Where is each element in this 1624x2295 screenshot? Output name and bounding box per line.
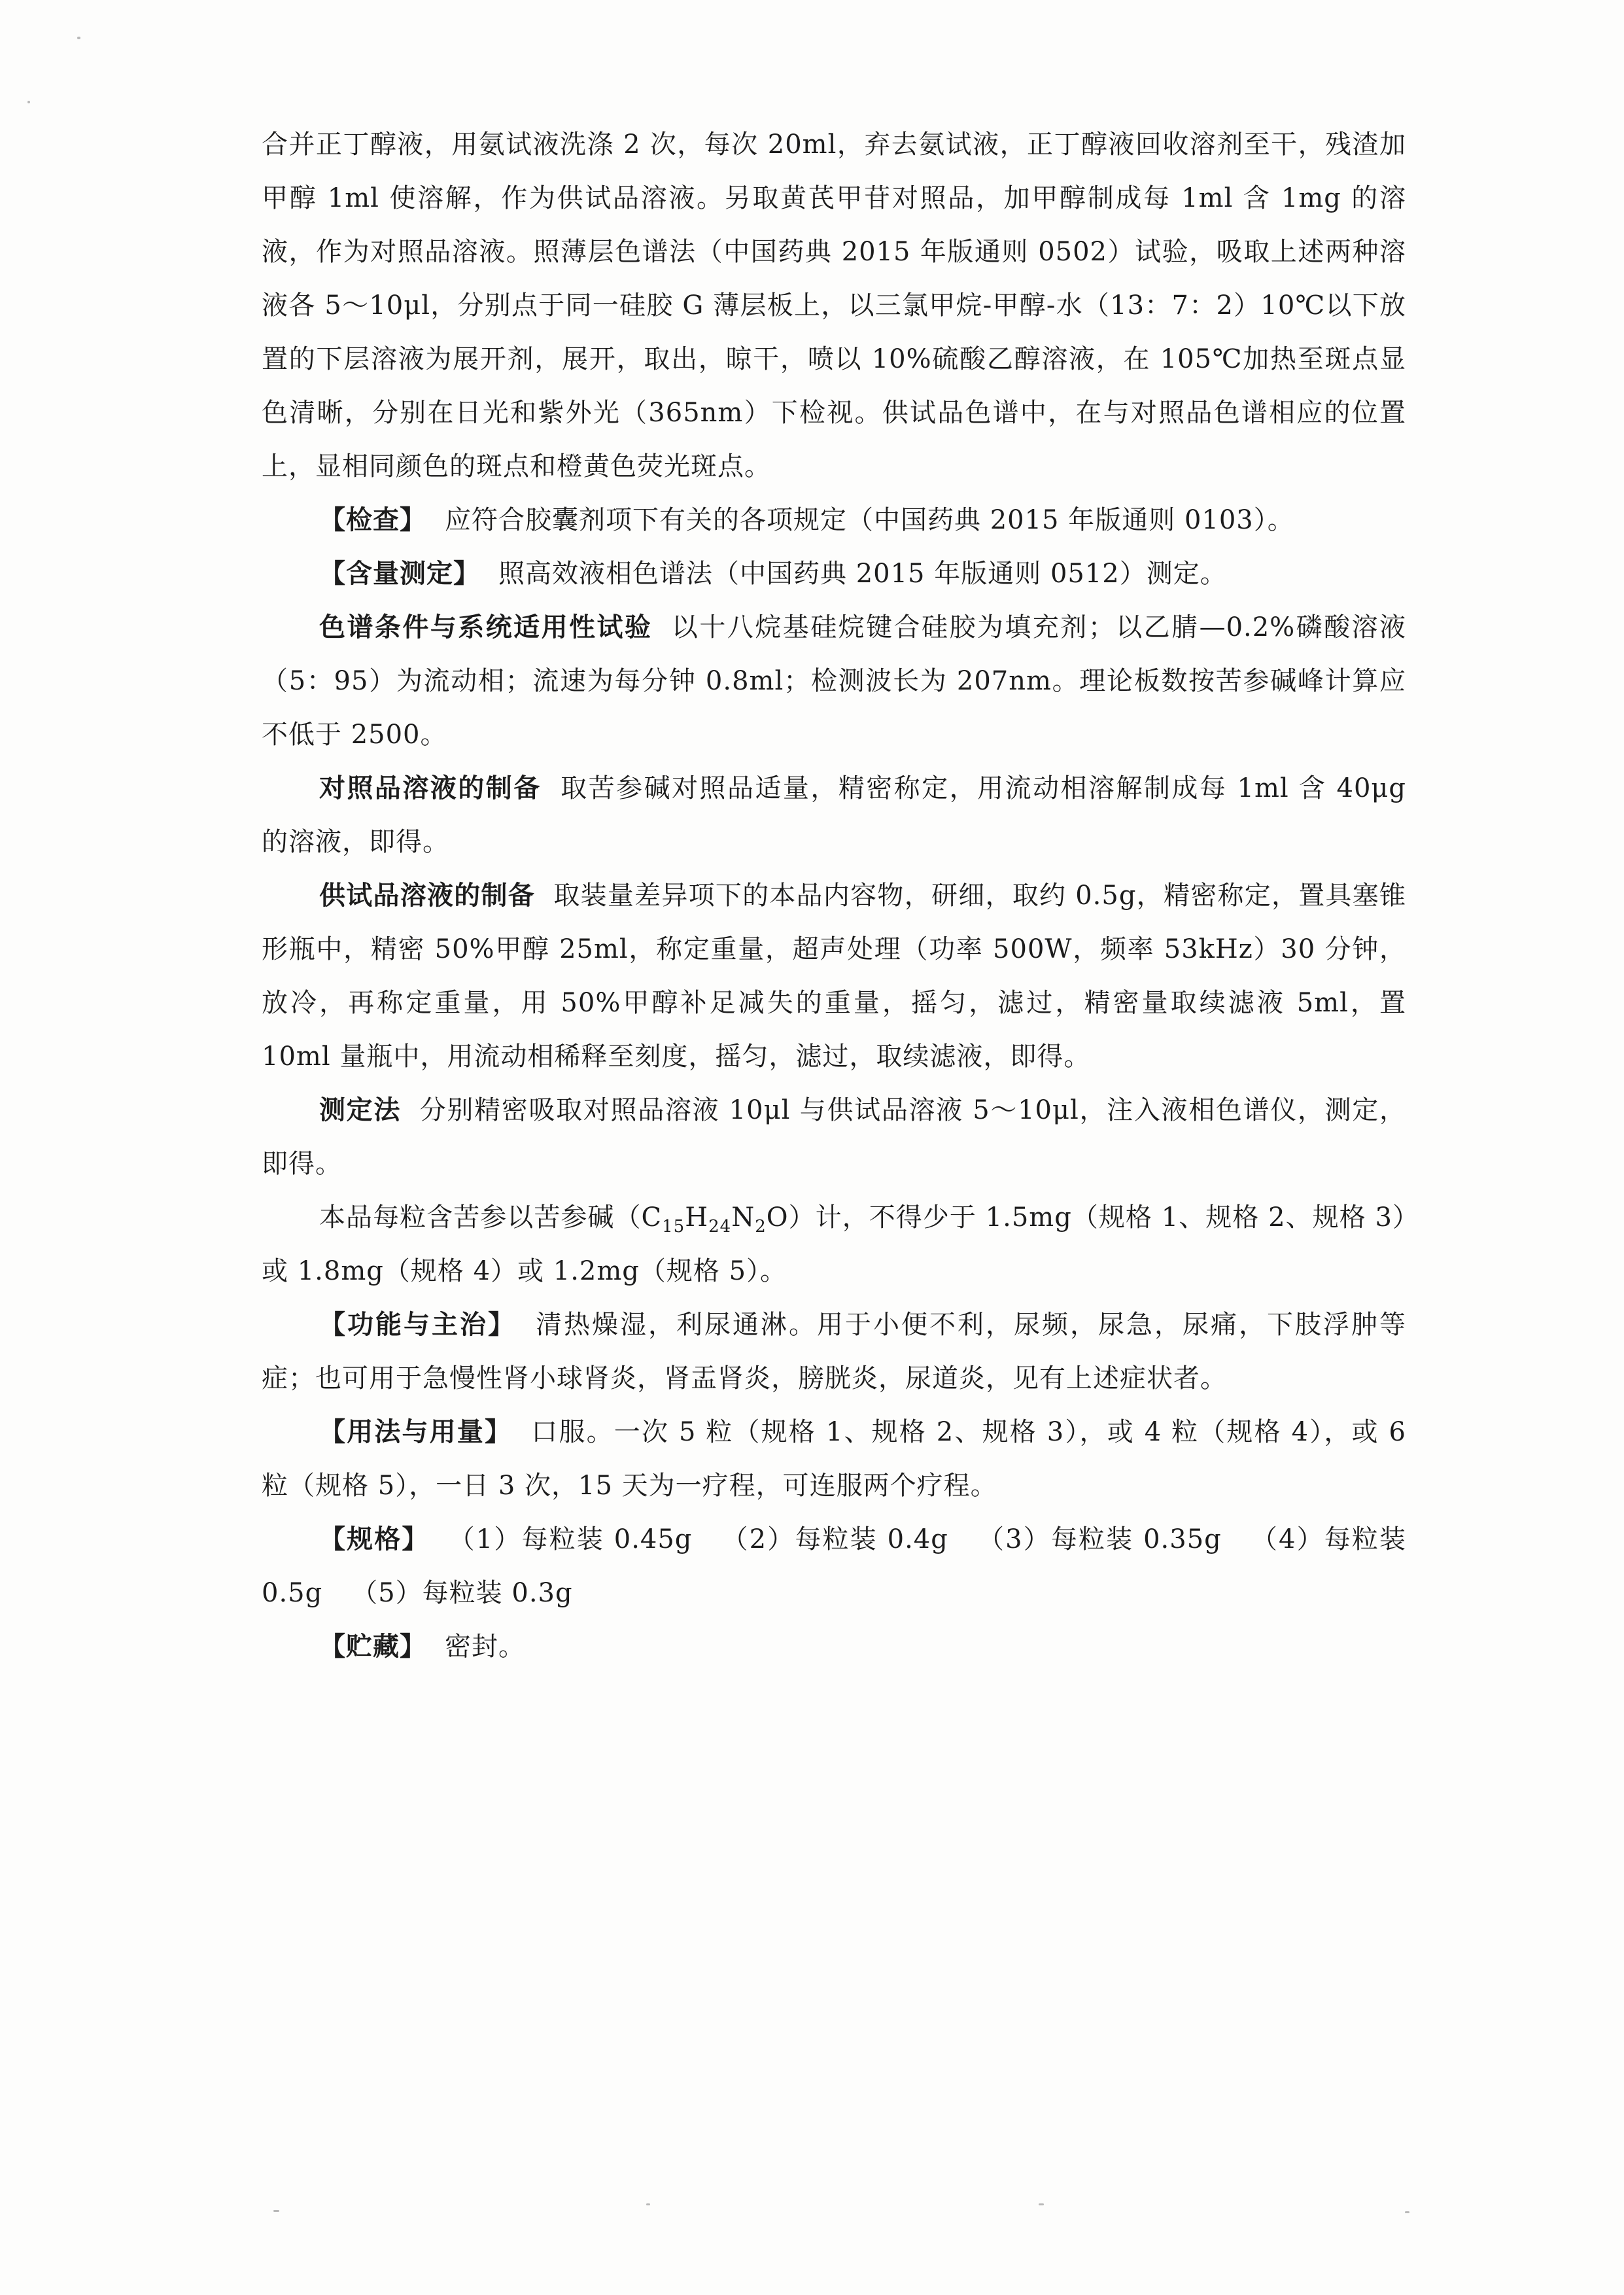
formula-element: H xyxy=(685,1202,709,1233)
section-text: 密封。 xyxy=(445,1632,525,1662)
paragraph-identification: 合并正丁醇液，用氨试液洗涤 2 次，每次 20ml，弃去氨试液，正丁醇液回收溶剂至干，残渣加甲醇 1ml 使溶解，作为供试品溶液。另取黄芪甲苷对照品，加甲醇制成每 1ml 含 1mg 的溶液，作为对照品溶液。照薄层色谱法（中国药典 2015 年版通则 0502）试验，吸取上述两种溶液各 5～10μl，分别点于同一硅胶 G 薄层板上，以三氯甲烷-甲醇-水（13：7：2）10℃以下放置的下层溶液为展开剂，展开，取出，晾干，喷以 10%硫酸乙醇溶液，在 105℃加热至斑点显色清晰，分别在日光和紫外光（365nm）下检视。供试品色谱中，在与对照品色谱相应的位置上，显相同颜色的斑点和橙黄色荧光斑点。 xyxy=(262,130,1406,482)
document-body xyxy=(262,118,1406,1673)
spec-item: （1）每粒装 0.45g xyxy=(447,1524,693,1554)
section-text: 以十八烷基硅烷键合硅胶为填充剂；以乙腈—0.2%磷酸溶液（5：95）为流动相；流速为每分钟 0.8ml；检测波长为 207nm。理论板数按苦参碱峰计算应不低于 2500。 xyxy=(262,612,1407,750)
spec-item: （4）每粒装 0.5g xyxy=(262,1524,1406,1608)
section-chromatographic-conditions xyxy=(262,601,1406,762)
subscript: 15 xyxy=(662,1217,685,1236)
scan-speck xyxy=(273,2210,279,2212)
section-check xyxy=(262,493,1406,547)
section-heading: 【用法与用量】 xyxy=(319,1417,513,1447)
section-storage xyxy=(262,1620,1406,1673)
formula-element: N xyxy=(731,1202,755,1233)
section-heading: 【检查】 xyxy=(319,505,426,535)
section-heading: 对照品溶液的制备 xyxy=(319,773,542,803)
section-specs xyxy=(262,1513,1406,1620)
spec-item: （2）每粒装 0.4g xyxy=(721,1524,948,1554)
limit-text: 本品每粒含苦参以苦参碱（C xyxy=(319,1202,663,1233)
section-determination xyxy=(262,1083,1406,1191)
subscript: 24 xyxy=(708,1217,732,1236)
section-heading: 【含量测定】 xyxy=(319,559,480,589)
section-text: 取苦参碱对照品适量，精密称定，用流动相溶解制成每 1ml 含 40μg 的溶液，即得。 xyxy=(262,773,1406,857)
content-limit xyxy=(262,1191,1406,1298)
section-test-solution xyxy=(262,869,1406,1083)
section-heading: 供试品溶液的制备 xyxy=(319,881,536,911)
section-heading: 色谱条件与系统适用性试验 xyxy=(319,612,653,642)
limit-text: O）计，不得少于 1.5mg（规格 1、规格 2、规格 3）或 1.8mg（规格 4）或 1.2mg（规格 5）。 xyxy=(262,1202,1407,1286)
scan-speck xyxy=(77,37,80,39)
scan-speck xyxy=(1039,2203,1044,2205)
section-text: 照高效液相色谱法（中国药典 2015 年版通则 0512）测定。 xyxy=(498,559,1227,589)
section-heading: 【功能与主治】 xyxy=(319,1310,516,1340)
scan-speck xyxy=(646,2203,650,2205)
section-text: 分别精密吸取对照品溶液 10μl 与供试品溶液 5～10μl，注入液相色谱仪，测定，即得。 xyxy=(262,1095,1407,1179)
spec-item: （3）每粒装 0.35g xyxy=(976,1524,1222,1554)
section-function xyxy=(262,1298,1406,1405)
scan-speck xyxy=(27,101,30,103)
section-assay xyxy=(262,547,1406,601)
section-text: 清热燥湿，利尿通淋。用于小便不利，尿频，尿急，尿痛，下肢浮肿等症；也可用于急慢性肾小球肾炎，肾盂肾炎，膀胱炎，尿道炎，见有上述症状者。 xyxy=(262,1310,1406,1393)
section-heading: 测定法 xyxy=(319,1095,402,1125)
section-heading: 【贮藏】 xyxy=(319,1632,426,1662)
section-usage xyxy=(262,1405,1406,1513)
spec-item: （5）每粒装 0.3g xyxy=(351,1578,573,1608)
section-text: 取装量差异项下的本品内容物，研细，取约 0.5g，精密称定，置具塞锥形瓶中，精密 50%甲醇 25ml，称定重量，超声处理（功率 500W，频率 53kHz）30 分钟，放冷，再称定重量，用 50%甲醇补足减失的重量，摇匀，滤过，精密量取续滤液 5ml，置 10ml 量瓶中，用流动相稀释至刻度，摇匀，滤过，取续滤液，即得。 xyxy=(262,881,1407,1072)
section-text: 口服。一次 5 粒（规格 1、规格 2、规格 3），或 4 粒（规格 4），或 6 粒（规格 5），一日 3 次，15 天为一疗程，可连服两个疗程。 xyxy=(262,1417,1407,1501)
scan-speck xyxy=(1405,2211,1409,2213)
section-heading: 【规格】 xyxy=(319,1524,430,1554)
section-reference-solution xyxy=(262,762,1406,869)
subscript: 2 xyxy=(755,1217,767,1236)
section-text: 应符合胶囊剂项下有关的各项规定（中国药典 2015 年版通则 0103）。 xyxy=(445,505,1294,535)
